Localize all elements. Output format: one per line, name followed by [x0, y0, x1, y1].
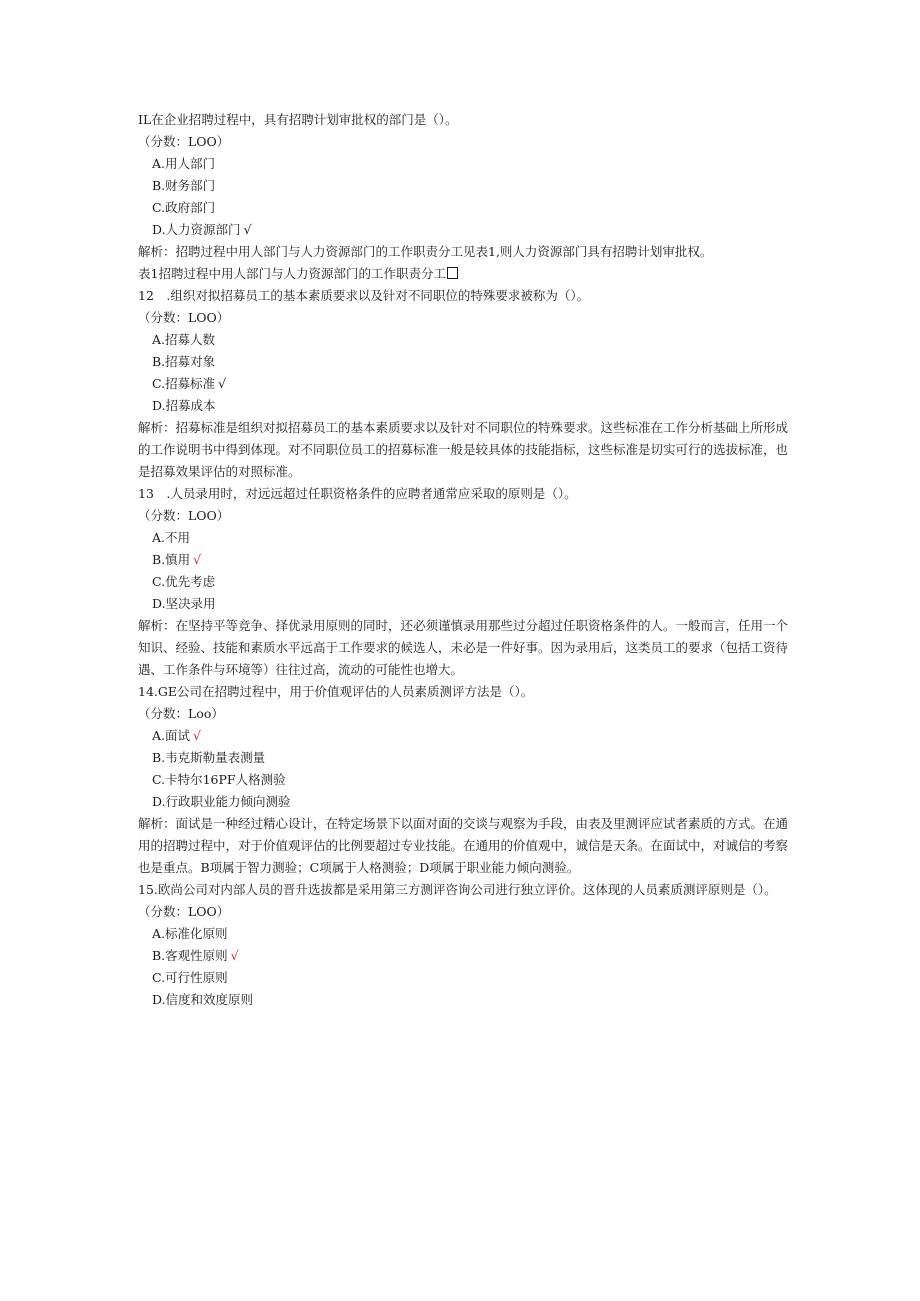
table-caption: [138, 263, 788, 285]
question-14: [138, 681, 788, 879]
option-c: [138, 197, 788, 219]
option-text: C.招募标准: [152, 376, 216, 391]
option-text: C.优先考虑: [152, 574, 216, 589]
question-stem: 13 .人员录用时，对远远超过任职资格条件的应聘者通常应采取的原则是（）。: [138, 486, 577, 501]
option-d: [138, 791, 788, 813]
missing-glyph-box-icon: [447, 267, 458, 279]
option-a: [138, 923, 788, 945]
question-analysis: 解析：招聘过程中用人部门与人力资源部门的工作职责分工见表1,则人力资源部门具有招聘计划审批权。: [138, 244, 713, 259]
option-d: [138, 989, 788, 1011]
option-text: A.用人部门: [152, 156, 216, 171]
option-text: B.韦克斯勒量表测量: [152, 750, 266, 765]
option-text: D.信度和效度原则: [152, 992, 254, 1007]
question-12: [138, 285, 788, 483]
question-analysis: 解析：面试是一种经过精心设计，在特定场景下以面对面的交谈与观察为手段，由表及里测评应试者素质的方式。在通用的招聘过程中，对于价值观评估的比例要超过专业技能。在通用的价值观中，诚信是天条。在面试中，对诚信的考察也是重点。B项属于智力测验；C项属于人格测验；D项属于职业能力倾向测验。: [138, 816, 789, 875]
checkmark-icon: √: [243, 222, 252, 237]
option-a: [138, 527, 788, 549]
option-c: [138, 373, 788, 395]
option-text: B.慎用: [152, 552, 191, 567]
checkmark-icon: √: [218, 376, 227, 391]
option-text: D.坚决录用: [152, 596, 216, 611]
option-b: [138, 945, 788, 967]
option-a: [138, 329, 788, 351]
option-text: B.客观性原则: [152, 948, 228, 963]
option-text: A.标准化原则: [152, 926, 228, 941]
option-text: A.招募人数: [152, 332, 216, 347]
question-13: [138, 483, 788, 681]
table-caption-text: 表1招聘过程中用人部门与人力资源部门的工作职责分工: [138, 266, 446, 281]
document-body: [138, 109, 788, 1011]
question-stem: 12 .组织对拟招募员工的基本素质要求以及针对不同职位的特殊要求被称为（）。: [138, 288, 590, 303]
option-text: C.政府部门: [152, 200, 216, 215]
question-stem: 14.GE公司在招聘过程中，用于价值观评估的人员素质测评方法是（）。: [138, 684, 534, 699]
question-score: （分数：LOO）: [138, 508, 230, 523]
option-b: [138, 351, 788, 373]
option-text: C.卡特尔16PF人格测验: [152, 772, 286, 787]
option-text: B.财务部门: [152, 178, 216, 193]
checkmark-icon: √: [193, 552, 202, 567]
option-text: A.不用: [152, 530, 191, 545]
question-stem: 15.欧尚公司对内部人员的晋升选拔都是采用第三方测评咨询公司进行独立评价。这体现的人员素质测评原则是（）。: [138, 882, 777, 897]
question-score: （分数：Loo）: [138, 706, 224, 721]
option-b: [138, 747, 788, 769]
question-11: [138, 109, 788, 285]
checkmark-icon: √: [193, 728, 201, 743]
question-stem: IL在企业招聘过程中，具有招聘计划审批权的部门是（）。: [138, 112, 458, 127]
question-score: （分数：LOO）: [138, 904, 230, 919]
question-score: （分数：LOO）: [138, 310, 230, 325]
option-text: B.招募对象: [152, 354, 216, 369]
option-c: [138, 769, 788, 791]
option-c: [138, 967, 788, 989]
option-text: A.面试: [152, 728, 191, 743]
question-analysis: 解析：招募标准是组织对拟招募员工的基本素质要求以及针对不同职位的特殊要求。这些标准在工作分析基础上所形成的工作说明书中得到体现。对不同职位员工的招募标准一般是较具体的技能指标，这些标准是切实可行的选拔标准，也是招募效果评估的对照标准。: [138, 420, 789, 479]
option-c: [138, 571, 788, 593]
option-d: [138, 395, 788, 417]
question-score: （分数：LOO）: [138, 134, 230, 149]
option-a: [138, 725, 788, 747]
option-text: C.可行性原则: [152, 970, 228, 985]
option-text: D.行政职业能力倾向测验: [152, 794, 291, 809]
option-d: [138, 593, 788, 615]
option-b: [138, 175, 788, 197]
option-text: D.人力资源部门: [152, 222, 241, 237]
option-a: [138, 153, 788, 175]
checkmark-icon: √: [230, 948, 239, 963]
option-text: D.招募成本: [152, 398, 216, 413]
option-d: [138, 219, 788, 241]
question-15: [138, 879, 788, 1011]
question-analysis: 解析：在坚持平等竞争、择优录用原则的同时，还必须谨慎录用那些过分超过任职资格条件的人。一般而言，任用一个知识、经验、技能和素质水平远高于工作要求的候选人，未必是一件好事。因为录用后，这类员工的要求（包括工资待遇、工作条件与环境等）往往过高，流动的可能性也增大。: [138, 618, 789, 677]
option-b: [138, 549, 788, 571]
